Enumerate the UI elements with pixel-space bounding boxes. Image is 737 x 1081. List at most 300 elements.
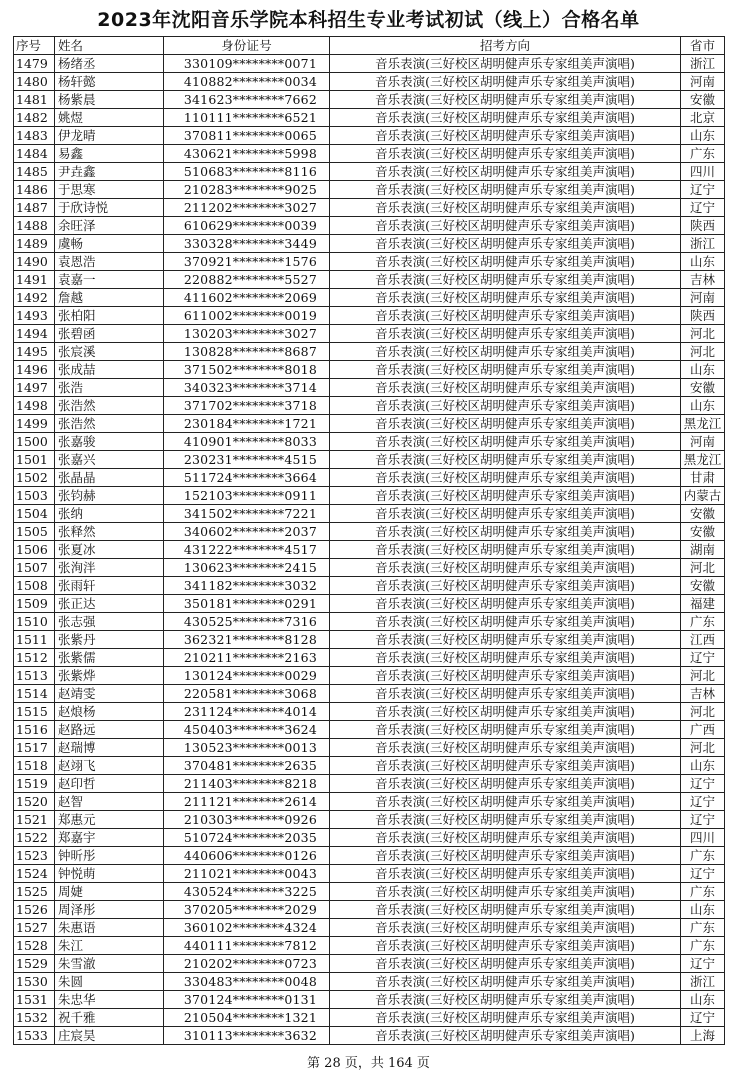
id-number-cell: 511724********3664 bbox=[164, 469, 330, 487]
id-number-cell: 350181********0291 bbox=[164, 595, 330, 613]
name-cell: 张浩然 bbox=[55, 397, 164, 415]
name-cell: 赵烺杨 bbox=[55, 703, 164, 721]
province-cell: 安徽 bbox=[681, 505, 725, 523]
serial-cell: 1522 bbox=[14, 829, 55, 847]
table-row bbox=[14, 325, 725, 343]
table-row bbox=[14, 685, 725, 703]
province-cell: 安徽 bbox=[681, 523, 725, 541]
name-cell: 赵路远 bbox=[55, 721, 164, 739]
table-row bbox=[14, 73, 725, 91]
name-cell: 庄宸昊 bbox=[55, 1027, 164, 1045]
name-cell: 周婕 bbox=[55, 883, 164, 901]
name-cell: 周泽彤 bbox=[55, 901, 164, 919]
serial-cell: 1498 bbox=[14, 397, 55, 415]
province-cell: 广东 bbox=[681, 937, 725, 955]
serial-cell: 1503 bbox=[14, 487, 55, 505]
id-number-cell: 330483********0048 bbox=[164, 973, 330, 991]
direction-cell: 音乐表演(三好校区胡明健声乐专家组美声演唱) bbox=[330, 757, 681, 775]
serial-cell: 1532 bbox=[14, 1009, 55, 1027]
id-number-cell: 110111********6521 bbox=[164, 109, 330, 127]
id-number-cell: 341182********3032 bbox=[164, 577, 330, 595]
name-cell: 杨紫晨 bbox=[55, 91, 164, 109]
direction-cell: 音乐表演(三好校区胡明健声乐专家组美声演唱) bbox=[330, 55, 681, 73]
direction-cell: 音乐表演(三好校区胡明健声乐专家组美声演唱) bbox=[330, 109, 681, 127]
name-cell: 张雨轩 bbox=[55, 577, 164, 595]
table-row bbox=[14, 217, 725, 235]
province-cell: 河北 bbox=[681, 739, 725, 757]
province-cell: 辽宁 bbox=[681, 649, 725, 667]
serial-cell: 1489 bbox=[14, 235, 55, 253]
table-row bbox=[14, 541, 725, 559]
direction-cell: 音乐表演(三好校区胡明健声乐专家组美声演唱) bbox=[330, 883, 681, 901]
province-cell: 山东 bbox=[681, 127, 725, 145]
id-number-cell: 130124********0029 bbox=[164, 667, 330, 685]
id-number-cell: 371702********3718 bbox=[164, 397, 330, 415]
direction-cell: 音乐表演(三好校区胡明健声乐专家组美声演唱) bbox=[330, 775, 681, 793]
name-cell: 张浩然 bbox=[55, 415, 164, 433]
name-cell: 张紫儒 bbox=[55, 649, 164, 667]
direction-cell: 音乐表演(三好校区胡明健声乐专家组美声演唱) bbox=[330, 1027, 681, 1045]
name-cell: 朱雪澈 bbox=[55, 955, 164, 973]
table-row bbox=[14, 577, 725, 595]
id-number-cell: 310113********3632 bbox=[164, 1027, 330, 1045]
table-row bbox=[14, 919, 725, 937]
table-row bbox=[14, 991, 725, 1009]
name-cell: 张志强 bbox=[55, 613, 164, 631]
direction-cell: 音乐表演(三好校区胡明健声乐专家组美声演唱) bbox=[330, 451, 681, 469]
direction-cell: 音乐表演(三好校区胡明健声乐专家组美声演唱) bbox=[330, 811, 681, 829]
id-number-cell: 220882********5527 bbox=[164, 271, 330, 289]
province-cell: 辽宁 bbox=[681, 775, 725, 793]
province-cell: 广东 bbox=[681, 613, 725, 631]
province-cell: 辽宁 bbox=[681, 811, 725, 829]
name-cell: 袁嘉一 bbox=[55, 271, 164, 289]
province-cell: 辽宁 bbox=[681, 1009, 725, 1027]
id-number-cell: 510683********8116 bbox=[164, 163, 330, 181]
serial-cell: 1497 bbox=[14, 379, 55, 397]
table-row bbox=[14, 235, 725, 253]
serial-cell: 1502 bbox=[14, 469, 55, 487]
name-cell: 张夏冰 bbox=[55, 541, 164, 559]
id-number-cell: 210283********9025 bbox=[164, 181, 330, 199]
table-row bbox=[14, 703, 725, 721]
id-number-cell: 230184********1721 bbox=[164, 415, 330, 433]
name-cell: 张正达 bbox=[55, 595, 164, 613]
id-number-cell: 370205********2029 bbox=[164, 901, 330, 919]
serial-cell: 1509 bbox=[14, 595, 55, 613]
province-cell: 山东 bbox=[681, 397, 725, 415]
table-row bbox=[14, 127, 725, 145]
province-cell: 内蒙古 bbox=[681, 487, 725, 505]
table-row bbox=[14, 739, 725, 757]
province-cell: 辽宁 bbox=[681, 865, 725, 883]
direction-cell: 音乐表演(三好校区胡明健声乐专家组美声演唱) bbox=[330, 541, 681, 559]
id-number-cell: 411602********2069 bbox=[164, 289, 330, 307]
province-cell: 广东 bbox=[681, 919, 725, 937]
id-number-cell: 211121********2614 bbox=[164, 793, 330, 811]
name-cell: 姚煜 bbox=[55, 109, 164, 127]
table-row bbox=[14, 271, 725, 289]
serial-cell: 1514 bbox=[14, 685, 55, 703]
column-header-direction: 招考方向 bbox=[330, 37, 681, 55]
serial-cell: 1527 bbox=[14, 919, 55, 937]
id-number-cell: 130203********3027 bbox=[164, 325, 330, 343]
table-row bbox=[14, 883, 725, 901]
direction-cell: 音乐表演(三好校区胡明健声乐专家组美声演唱) bbox=[330, 1009, 681, 1027]
province-cell: 安徽 bbox=[681, 577, 725, 595]
serial-cell: 1513 bbox=[14, 667, 55, 685]
table-row bbox=[14, 199, 725, 217]
serial-cell: 1484 bbox=[14, 145, 55, 163]
serial-cell: 1517 bbox=[14, 739, 55, 757]
direction-cell: 音乐表演(三好校区胡明健声乐专家组美声演唱) bbox=[330, 955, 681, 973]
province-cell: 浙江 bbox=[681, 973, 725, 991]
table-row bbox=[14, 847, 725, 865]
table-row bbox=[14, 505, 725, 523]
name-cell: 赵印哲 bbox=[55, 775, 164, 793]
province-cell: 四川 bbox=[681, 163, 725, 181]
direction-cell: 音乐表演(三好校区胡明健声乐专家组美声演唱) bbox=[330, 577, 681, 595]
id-number-cell: 440606********0126 bbox=[164, 847, 330, 865]
page-footer: 第 28 页，共 164 页 bbox=[307, 1056, 430, 1071]
serial-cell: 1523 bbox=[14, 847, 55, 865]
table-row bbox=[14, 343, 725, 361]
id-number-cell: 211403********8218 bbox=[164, 775, 330, 793]
table-body bbox=[14, 55, 725, 1045]
serial-cell: 1504 bbox=[14, 505, 55, 523]
table-row bbox=[14, 451, 725, 469]
id-number-cell: 430525********7316 bbox=[164, 613, 330, 631]
table-row bbox=[14, 433, 725, 451]
province-cell: 河北 bbox=[681, 559, 725, 577]
direction-cell: 音乐表演(三好校区胡明健声乐专家组美声演唱) bbox=[330, 235, 681, 253]
direction-cell: 音乐表演(三好校区胡明健声乐专家组美声演唱) bbox=[330, 829, 681, 847]
province-cell: 吉林 bbox=[681, 685, 725, 703]
province-cell: 辽宁 bbox=[681, 793, 725, 811]
name-cell: 郑嘉宇 bbox=[55, 829, 164, 847]
direction-cell: 音乐表演(三好校区胡明健声乐专家组美声演唱) bbox=[330, 181, 681, 199]
province-cell: 河北 bbox=[681, 667, 725, 685]
id-number-cell: 341502********7221 bbox=[164, 505, 330, 523]
direction-cell: 音乐表演(三好校区胡明健声乐专家组美声演唱) bbox=[330, 73, 681, 91]
serial-cell: 1528 bbox=[14, 937, 55, 955]
serial-cell: 1483 bbox=[14, 127, 55, 145]
serial-cell: 1490 bbox=[14, 253, 55, 271]
name-cell: 于欣诗悦 bbox=[55, 199, 164, 217]
table-row bbox=[14, 379, 725, 397]
serial-cell: 1520 bbox=[14, 793, 55, 811]
name-cell: 张钧赫 bbox=[55, 487, 164, 505]
province-cell: 吉林 bbox=[681, 271, 725, 289]
direction-cell: 音乐表演(三好校区胡明健声乐专家组美声演唱) bbox=[330, 523, 681, 541]
name-cell: 赵靖雯 bbox=[55, 685, 164, 703]
id-number-cell: 211202********3027 bbox=[164, 199, 330, 217]
table-row bbox=[14, 397, 725, 415]
serial-cell: 1500 bbox=[14, 433, 55, 451]
serial-cell: 1481 bbox=[14, 91, 55, 109]
direction-cell: 音乐表演(三好校区胡明健声乐专家组美声演唱) bbox=[330, 919, 681, 937]
name-cell: 张晶晶 bbox=[55, 469, 164, 487]
serial-cell: 1496 bbox=[14, 361, 55, 379]
serial-cell: 1501 bbox=[14, 451, 55, 469]
province-cell: 山东 bbox=[681, 361, 725, 379]
direction-cell: 音乐表演(三好校区胡明健声乐专家组美声演唱) bbox=[330, 343, 681, 361]
table-row bbox=[14, 775, 725, 793]
table-row bbox=[14, 757, 725, 775]
id-number-cell: 370124********0131 bbox=[164, 991, 330, 1009]
id-number-cell: 450403********3624 bbox=[164, 721, 330, 739]
name-cell: 朱江 bbox=[55, 937, 164, 955]
province-cell: 安徽 bbox=[681, 91, 725, 109]
province-cell: 山东 bbox=[681, 757, 725, 775]
direction-cell: 音乐表演(三好校区胡明健声乐专家组美声演唱) bbox=[330, 433, 681, 451]
name-cell: 杨轩懿 bbox=[55, 73, 164, 91]
name-cell: 张碧函 bbox=[55, 325, 164, 343]
name-cell: 张紫烨 bbox=[55, 667, 164, 685]
direction-cell: 音乐表演(三好校区胡明健声乐专家组美声演唱) bbox=[330, 361, 681, 379]
admission-list-table bbox=[13, 36, 725, 1045]
column-header-province: 省市 bbox=[681, 37, 725, 55]
direction-cell: 音乐表演(三好校区胡明健声乐专家组美声演唱) bbox=[330, 667, 681, 685]
name-cell: 张释然 bbox=[55, 523, 164, 541]
direction-cell: 音乐表演(三好校区胡明健声乐专家组美声演唱) bbox=[330, 289, 681, 307]
id-number-cell: 431222********4517 bbox=[164, 541, 330, 559]
id-number-cell: 341623********7662 bbox=[164, 91, 330, 109]
table-row bbox=[14, 415, 725, 433]
name-cell: 朱忠华 bbox=[55, 991, 164, 1009]
direction-cell: 音乐表演(三好校区胡明健声乐专家组美声演唱) bbox=[330, 145, 681, 163]
direction-cell: 音乐表演(三好校区胡明健声乐专家组美声演唱) bbox=[330, 199, 681, 217]
direction-cell: 音乐表演(三好校区胡明健声乐专家组美声演唱) bbox=[330, 721, 681, 739]
direction-cell: 音乐表演(三好校区胡明健声乐专家组美声演唱) bbox=[330, 631, 681, 649]
province-cell: 北京 bbox=[681, 109, 725, 127]
province-cell: 辽宁 bbox=[681, 199, 725, 217]
table-row bbox=[14, 937, 725, 955]
direction-cell: 音乐表演(三好校区胡明健声乐专家组美声演唱) bbox=[330, 901, 681, 919]
direction-cell: 音乐表演(三好校区胡明健声乐专家组美声演唱) bbox=[330, 991, 681, 1009]
direction-cell: 音乐表演(三好校区胡明健声乐专家组美声演唱) bbox=[330, 865, 681, 883]
serial-cell: 1519 bbox=[14, 775, 55, 793]
id-number-cell: 611002********0019 bbox=[164, 307, 330, 325]
direction-cell: 音乐表演(三好校区胡明健声乐专家组美声演唱) bbox=[330, 937, 681, 955]
direction-cell: 音乐表演(三好校区胡明健声乐专家组美声演唱) bbox=[330, 487, 681, 505]
table-row bbox=[14, 901, 725, 919]
serial-cell: 1487 bbox=[14, 199, 55, 217]
name-cell: 詹越 bbox=[55, 289, 164, 307]
table-row bbox=[14, 307, 725, 325]
serial-cell: 1479 bbox=[14, 55, 55, 73]
id-number-cell: 610629********0039 bbox=[164, 217, 330, 235]
id-number-cell: 210504********1321 bbox=[164, 1009, 330, 1027]
name-cell: 赵翊飞 bbox=[55, 757, 164, 775]
table-row bbox=[14, 253, 725, 271]
page-title: 2023年沈阳音乐学院本科招生专业考试初试（线上）合格名单 bbox=[97, 9, 640, 31]
serial-cell: 1515 bbox=[14, 703, 55, 721]
name-cell: 尹垚鑫 bbox=[55, 163, 164, 181]
id-number-cell: 231124********4014 bbox=[164, 703, 330, 721]
id-number-cell: 360102********4324 bbox=[164, 919, 330, 937]
name-cell: 袁恩浩 bbox=[55, 253, 164, 271]
province-cell: 福建 bbox=[681, 595, 725, 613]
province-cell: 四川 bbox=[681, 829, 725, 847]
serial-cell: 1531 bbox=[14, 991, 55, 1009]
serial-cell: 1507 bbox=[14, 559, 55, 577]
name-cell: 张柏阳 bbox=[55, 307, 164, 325]
province-cell: 辽宁 bbox=[681, 955, 725, 973]
table-row bbox=[14, 811, 725, 829]
province-cell: 山东 bbox=[681, 991, 725, 1009]
id-number-cell: 440111********7812 bbox=[164, 937, 330, 955]
column-header-id-number: 身份证号 bbox=[164, 37, 330, 55]
id-number-cell: 330328********3449 bbox=[164, 235, 330, 253]
name-cell: 祝千雅 bbox=[55, 1009, 164, 1027]
table-row bbox=[14, 469, 725, 487]
name-cell: 赵瑞博 bbox=[55, 739, 164, 757]
serial-cell: 1525 bbox=[14, 883, 55, 901]
serial-cell: 1495 bbox=[14, 343, 55, 361]
id-number-cell: 330109********0071 bbox=[164, 55, 330, 73]
province-cell: 黑龙江 bbox=[681, 415, 725, 433]
name-cell: 张纳 bbox=[55, 505, 164, 523]
province-cell: 黑龙江 bbox=[681, 451, 725, 469]
table-row bbox=[14, 559, 725, 577]
name-cell: 张洵泮 bbox=[55, 559, 164, 577]
province-cell: 广东 bbox=[681, 145, 725, 163]
name-cell: 赵智 bbox=[55, 793, 164, 811]
id-number-cell: 340323********3714 bbox=[164, 379, 330, 397]
table-row bbox=[14, 595, 725, 613]
direction-cell: 音乐表演(三好校区胡明健声乐专家组美声演唱) bbox=[330, 973, 681, 991]
id-number-cell: 410901********8033 bbox=[164, 433, 330, 451]
province-cell: 上海 bbox=[681, 1027, 725, 1045]
direction-cell: 音乐表演(三好校区胡明健声乐专家组美声演唱) bbox=[330, 685, 681, 703]
id-number-cell: 210202********0723 bbox=[164, 955, 330, 973]
serial-cell: 1511 bbox=[14, 631, 55, 649]
serial-cell: 1518 bbox=[14, 757, 55, 775]
table-row bbox=[14, 55, 725, 73]
serial-cell: 1493 bbox=[14, 307, 55, 325]
direction-cell: 音乐表演(三好校区胡明健声乐专家组美声演唱) bbox=[330, 793, 681, 811]
table-header bbox=[14, 37, 725, 55]
name-cell: 张嘉兴 bbox=[55, 451, 164, 469]
table-row bbox=[14, 721, 725, 739]
province-cell: 湖南 bbox=[681, 541, 725, 559]
name-cell: 钟悦萌 bbox=[55, 865, 164, 883]
name-cell: 杨绪丞 bbox=[55, 55, 164, 73]
direction-cell: 音乐表演(三好校区胡明健声乐专家组美声演唱) bbox=[330, 163, 681, 181]
province-cell: 甘肃 bbox=[681, 469, 725, 487]
table-row bbox=[14, 667, 725, 685]
table-row bbox=[14, 973, 725, 991]
province-cell: 广东 bbox=[681, 883, 725, 901]
name-cell: 张浩 bbox=[55, 379, 164, 397]
table-row bbox=[14, 523, 725, 541]
name-cell: 朱圆 bbox=[55, 973, 164, 991]
direction-cell: 音乐表演(三好校区胡明健声乐专家组美声演唱) bbox=[330, 307, 681, 325]
table-row bbox=[14, 109, 725, 127]
direction-cell: 音乐表演(三好校区胡明健声乐专家组美声演唱) bbox=[330, 595, 681, 613]
name-cell: 钟昕彤 bbox=[55, 847, 164, 865]
table-row bbox=[14, 1027, 725, 1045]
id-number-cell: 370811********0065 bbox=[164, 127, 330, 145]
id-number-cell: 371502********8018 bbox=[164, 361, 330, 379]
id-number-cell: 130523********0013 bbox=[164, 739, 330, 757]
id-number-cell: 210211********2163 bbox=[164, 649, 330, 667]
province-cell: 山东 bbox=[681, 901, 725, 919]
direction-cell: 音乐表演(三好校区胡明健声乐专家组美声演唱) bbox=[330, 613, 681, 631]
province-cell: 浙江 bbox=[681, 55, 725, 73]
serial-cell: 1508 bbox=[14, 577, 55, 595]
name-cell: 张成喆 bbox=[55, 361, 164, 379]
province-cell: 辽宁 bbox=[681, 181, 725, 199]
name-cell: 伊龙晴 bbox=[55, 127, 164, 145]
serial-cell: 1524 bbox=[14, 865, 55, 883]
direction-cell: 音乐表演(三好校区胡明健声乐专家组美声演唱) bbox=[330, 91, 681, 109]
province-cell: 广西 bbox=[681, 721, 725, 739]
id-number-cell: 220581********3068 bbox=[164, 685, 330, 703]
column-header-serial: 序号 bbox=[14, 37, 55, 55]
province-cell: 安徽 bbox=[681, 379, 725, 397]
name-cell: 朱惠语 bbox=[55, 919, 164, 937]
name-cell: 于思寒 bbox=[55, 181, 164, 199]
id-number-cell: 362321********8128 bbox=[164, 631, 330, 649]
direction-cell: 音乐表演(三好校区胡明健声乐专家组美声演唱) bbox=[330, 379, 681, 397]
direction-cell: 音乐表演(三好校区胡明健声乐专家组美声演唱) bbox=[330, 469, 681, 487]
serial-cell: 1482 bbox=[14, 109, 55, 127]
serial-cell: 1505 bbox=[14, 523, 55, 541]
direction-cell: 音乐表演(三好校区胡明健声乐专家组美声演唱) bbox=[330, 649, 681, 667]
serial-cell: 1533 bbox=[14, 1027, 55, 1045]
direction-cell: 音乐表演(三好校区胡明健声乐专家组美声演唱) bbox=[330, 415, 681, 433]
name-cell: 张紫丹 bbox=[55, 631, 164, 649]
id-number-cell: 130828********8687 bbox=[164, 343, 330, 361]
province-cell: 河南 bbox=[681, 433, 725, 451]
province-cell: 山东 bbox=[681, 253, 725, 271]
id-number-cell: 130623********2415 bbox=[164, 559, 330, 577]
table-row bbox=[14, 91, 725, 109]
serial-cell: 1488 bbox=[14, 217, 55, 235]
serial-cell: 1480 bbox=[14, 73, 55, 91]
table-row bbox=[14, 955, 725, 973]
serial-cell: 1485 bbox=[14, 163, 55, 181]
column-header-name: 姓名 bbox=[55, 37, 164, 55]
id-number-cell: 370921********1576 bbox=[164, 253, 330, 271]
serial-cell: 1516 bbox=[14, 721, 55, 739]
province-cell: 河北 bbox=[681, 343, 725, 361]
table-row bbox=[14, 289, 725, 307]
table-row bbox=[14, 181, 725, 199]
province-cell: 河南 bbox=[681, 289, 725, 307]
name-cell: 易鑫 bbox=[55, 145, 164, 163]
serial-cell: 1512 bbox=[14, 649, 55, 667]
province-cell: 浙江 bbox=[681, 235, 725, 253]
direction-cell: 音乐表演(三好校区胡明健声乐专家组美声演唱) bbox=[330, 217, 681, 235]
id-number-cell: 370481********2635 bbox=[164, 757, 330, 775]
serial-cell: 1521 bbox=[14, 811, 55, 829]
table-row bbox=[14, 1009, 725, 1027]
table-row bbox=[14, 631, 725, 649]
id-number-cell: 510724********2035 bbox=[164, 829, 330, 847]
table-row bbox=[14, 649, 725, 667]
id-number-cell: 211021********0043 bbox=[164, 865, 330, 883]
id-number-cell: 230231********4515 bbox=[164, 451, 330, 469]
province-cell: 广东 bbox=[681, 847, 725, 865]
id-number-cell: 430524********3225 bbox=[164, 883, 330, 901]
name-cell: 郑惠元 bbox=[55, 811, 164, 829]
serial-cell: 1491 bbox=[14, 271, 55, 289]
province-cell: 陕西 bbox=[681, 307, 725, 325]
serial-cell: 1499 bbox=[14, 415, 55, 433]
